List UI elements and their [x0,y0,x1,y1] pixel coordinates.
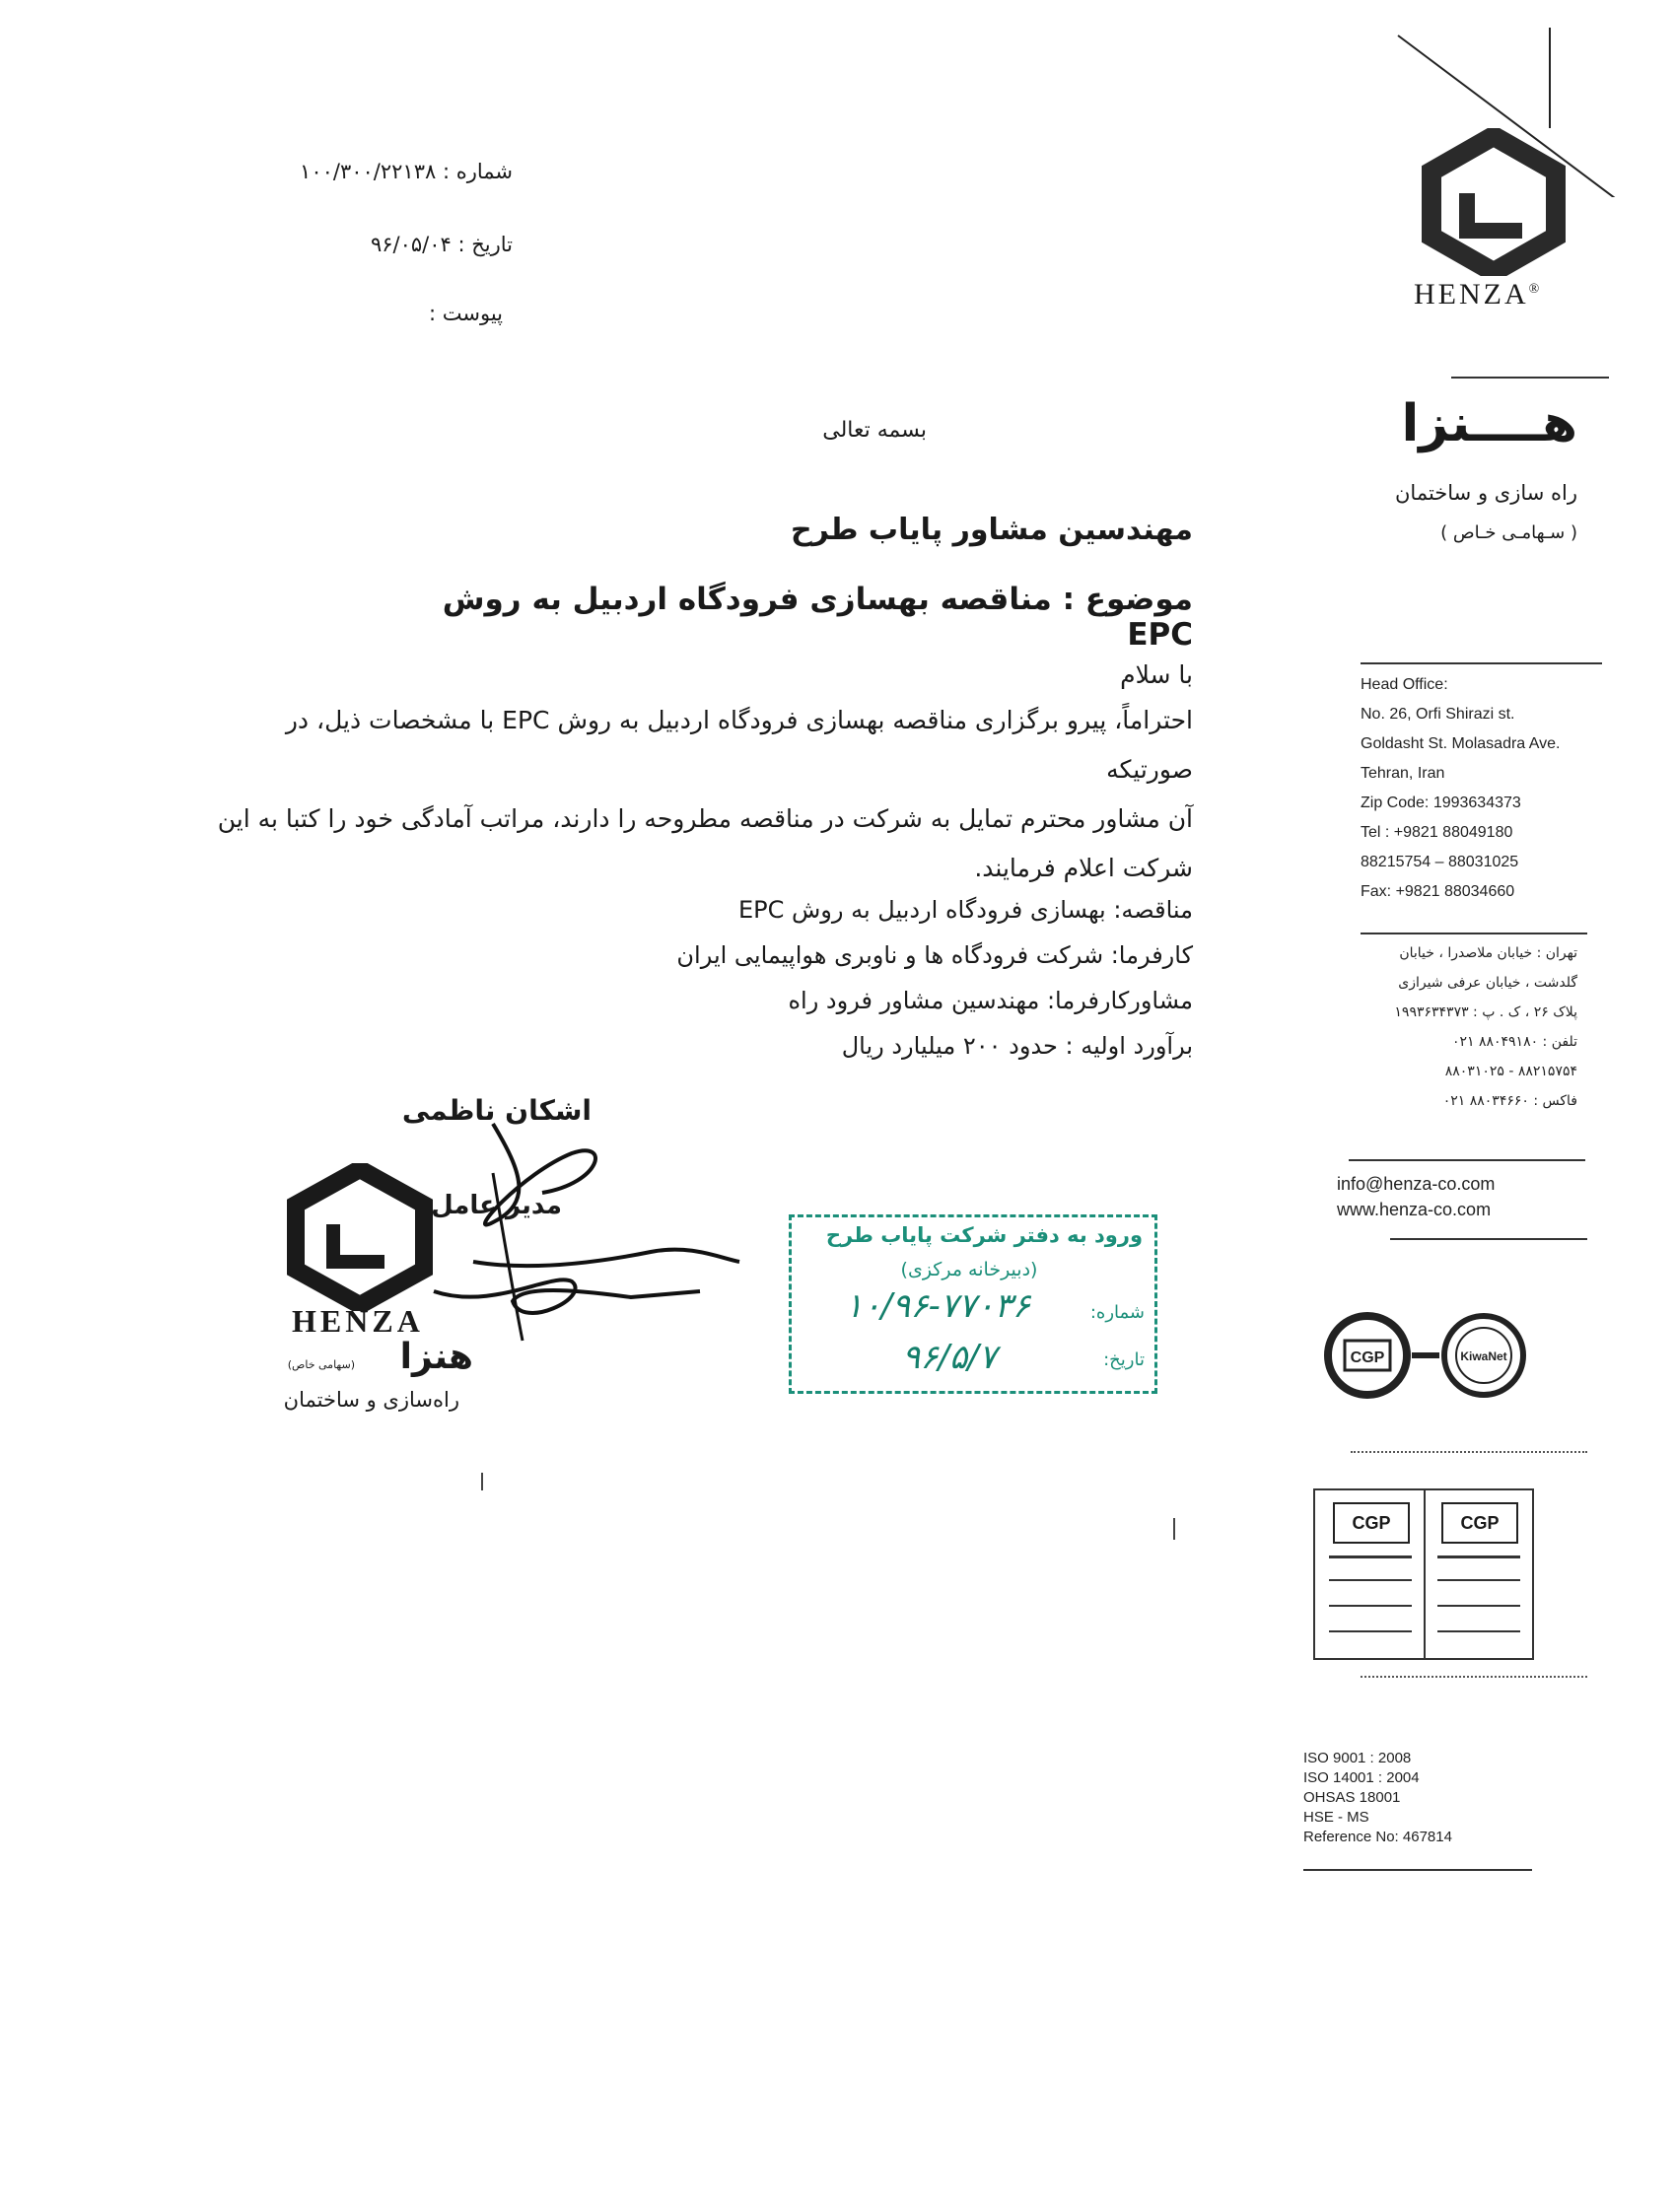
head-office-fa [1341,938,1577,1116]
office-fa-line: فاکس : ۸۸۰۳۴۶۶۰ ۰۲۱ [1442,1093,1577,1109]
cert-card-rule [1437,1605,1520,1607]
kiwa-badge-icon [1439,1311,1528,1400]
iso-line: ISO 9001 : 2008 [1303,1750,1412,1766]
office-fax: Fax: +9821 88034660 [1361,883,1515,900]
office-fa-line: تلفن : ۸۸۰۴۹۱۸۰ ۰۲۱ [1451,1034,1577,1050]
divider [1361,662,1602,664]
stamp-brand-fa: هنزا [399,1337,473,1377]
letter-number-value: ۱۰۰/۳۰۰/۲۲۱۳۸ [300,160,437,183]
receipt-number-value: ۱۰/۹۶-۷۷۰۳۶ [844,1286,1031,1326]
detail-estimate: برآورد اولیه : حدود ۲۰۰ میلیارد ریال [841,1032,1193,1060]
detail-consultant: مشاورکارفرما: مهندسین مشاور فرود راه [788,987,1193,1014]
letter-attachment-label: پیوست : [429,302,503,325]
body-line: آن مشاور محترم تمایل به شرکت در مناقصه مطروحه را دارند، مراتب آمادگی خود را کتبا به این [217,804,1193,833]
head-office-en [1361,670,1597,907]
divider [1390,1238,1587,1240]
divider [1361,1676,1587,1678]
body-line: احتراماً، پیرو برگزاری مناقصه بهسازی فرودگاه اردبیل به روش EPC با مشخصات ذیل، در صورتیکه [285,706,1193,784]
office-address-line: Tehran, Iran [1361,765,1445,782]
brand-en [1414,278,1542,311]
stamp-brand-en: HENZA [292,1303,424,1339]
cert-card-rule [1437,1555,1520,1558]
office-fa-line: گلدشت ، خیابان عرفی شیرازی [1398,975,1577,991]
company-type-fa: ( سـهامـی خـاص ) [1440,522,1577,543]
iso-line: HSE - MS [1303,1809,1369,1826]
divider [1451,377,1609,379]
recipient: مهندسین مشاور پایاب طرح [790,513,1193,547]
stamp-type-fa: (سهامی خاص) [287,1358,355,1371]
receipt-date-label: تاریخ: [1103,1349,1145,1370]
contact-block [1337,1171,1593,1222]
detail-tender: مناقصه: بهسازی فرودگاه اردبیل به روش EPC [737,896,1193,924]
registered-mark: ® [1528,282,1543,297]
iso-line: Reference No: 467814 [1303,1829,1452,1845]
office-tel-2: 88215754 – 88031025 [1361,854,1519,870]
divider [1303,1869,1532,1871]
invocation: بسمه تعالی [822,418,927,443]
henza-logo-icon [1420,128,1568,276]
letter-date [296,233,513,256]
signer-name: اشکان ناظمی [401,1094,592,1127]
divider [1361,933,1587,934]
cert-card-rule [1437,1630,1520,1632]
stamp-tagline-fa: راه‌سازی و ساختمان [283,1388,459,1412]
badge-right-text: KiwaNet [1460,1349,1507,1363]
scan-mark [481,1473,483,1490]
cert-card-rule [1329,1555,1412,1558]
office-address-line: No. 26, Orfi Shirazi st. [1361,706,1515,723]
letter-date-value: ۹۶/۰۵/۰۴ [370,233,452,256]
office-tel: Tel : +9821 88049180 [1361,824,1513,841]
receipt-stamp-title: ورود به دفتر شرکت پایاب طرح [825,1223,1143,1247]
divider [1349,1159,1585,1161]
cert-card-rule [1437,1579,1520,1581]
cert-card-rule [1329,1630,1412,1632]
body-line: شرکت اعلام فرمایند. [974,854,1193,882]
email-link[interactable]: info@henza-co.com [1337,1174,1496,1194]
receipt-number-label: شماره: [1089,1302,1145,1323]
office-fa-line: تهران : خیابان ملاصدرا ، خیابان [1399,945,1577,961]
cert-card-rule [1329,1579,1412,1581]
scan-mark [1173,1518,1175,1540]
letter-attachment [325,302,503,325]
subject: موضوع : مناقصه بهسازی فرودگاه اردبیل به روش EPC [442,582,1193,653]
brand-en-text: HENZA [1414,278,1529,311]
iso-line: ISO 14001 : 2004 [1303,1769,1420,1786]
iso-block [1303,1749,1550,1847]
cert-cards [1313,1488,1534,1660]
website-link[interactable]: www.henza-co.com [1337,1200,1492,1219]
receipt-stamp-subtitle: (دبیرخانه مرکزی) [900,1259,1038,1280]
cert-card-left-logo: CGP [1333,1502,1410,1544]
divider [1351,1451,1587,1453]
badge-left-text: CGP [1350,1349,1385,1366]
signer-title: مدیر عامل [431,1191,562,1220]
detail-employer: کارفرما: شرکت فرودگاه ها و ناوبری هواپیمایی ایران [676,941,1193,969]
brand-fa: هــــنزا [1401,394,1577,453]
cert-card-right-logo: CGP [1441,1502,1518,1544]
cert-card-rule [1329,1605,1412,1607]
receipt-date-value: ۹۶/۵/۷ [902,1338,997,1377]
tagline-fa: راه سازی و ساختمان [1395,481,1577,505]
cert-card-separator [1424,1490,1426,1658]
letter-number-label: شماره : [442,160,513,183]
office-fa-line: پلاک ۲۶ ، ک . پ : ۱۹۹۳۶۳۴۳۷۳ [1394,1004,1577,1020]
tender-details [552,887,1193,1069]
office-zip: Zip Code: 1993634373 [1361,795,1521,811]
letter-date-label: تاریخ : [457,233,513,256]
receipt-stamp [789,1214,1157,1394]
office-address-line: Goldasht St. Molasadra Ave. [1361,735,1561,752]
office-heading: Head Office: [1361,676,1448,693]
iso-line: OHSAS 18001 [1303,1789,1401,1806]
letter-number [256,160,513,183]
body-paragraph [217,696,1193,893]
cgp-badge-icon [1323,1311,1412,1400]
badge-connector [1412,1352,1439,1358]
greeting: با سلام [1120,660,1193,689]
office-fa-line: ۸۸۲۱۵۷۵۴ - ۸۸۰۳۱۰۲۵ [1444,1064,1577,1079]
signature-scribble [375,1114,749,1350]
